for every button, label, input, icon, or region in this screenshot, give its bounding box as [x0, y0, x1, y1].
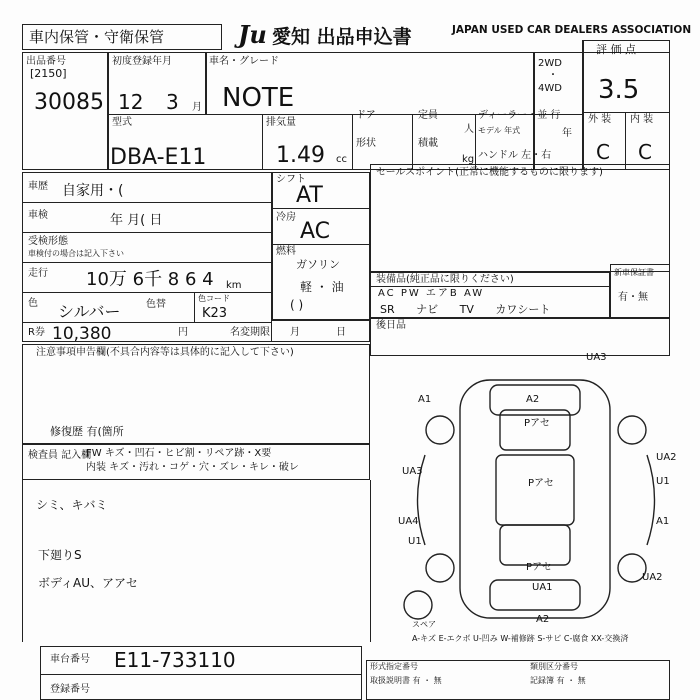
mileage-label: 走行: [28, 268, 48, 279]
damage-a1-right: A1: [656, 516, 670, 527]
damage-ua2-rear-right: UA2: [642, 572, 663, 583]
reg-label: 初度登録年月: [112, 56, 172, 67]
color-value: シルバー: [58, 302, 121, 321]
form-title: 愛知 出品申込書: [272, 26, 412, 48]
color-label: 色: [28, 298, 38, 309]
damage-legend: A-キズ E-エクボ U-凹み W-補修跡 S-サビ C-腐食 XX-交換済: [412, 634, 629, 643]
drive-2wd: 2WD: [538, 58, 562, 69]
reception-label: 受検形態: [28, 236, 68, 247]
reg-month-unit: 月: [192, 102, 202, 113]
damage-ua3-left: UA3: [402, 466, 423, 477]
damage-ua3-top: UA3: [586, 352, 607, 363]
reception-sub: 車検付の場合は記入下さい: [28, 249, 124, 258]
year-unit: 年: [562, 128, 572, 139]
ac-value: AC: [300, 219, 331, 244]
damage-pase-3: Pアセ: [526, 562, 552, 573]
interior-label: 内 装: [630, 114, 654, 125]
damage-pase-2: Pアセ: [528, 478, 554, 489]
inspector-row1: FW キズ・凹石・ヒビ割・リペア跡・X要: [86, 448, 272, 459]
color-code: K23: [202, 306, 228, 321]
damage-u1-right: U1: [656, 476, 670, 487]
storage-badge: 車内保管・守衛保管: [22, 24, 222, 50]
sales-point-label: セールスポイント(正常に機能するものに限ります): [376, 167, 603, 178]
dealer-parallel-label: ディーラー・並 行: [478, 110, 561, 121]
category-label: 類別区分番号: [530, 662, 578, 671]
damage-ua2-right: UA2: [656, 452, 677, 463]
shift-label: シフト: [276, 174, 306, 185]
equipment-row2: SR ナビ TV カワシート: [380, 303, 551, 316]
drive-dot: ・: [548, 70, 558, 81]
chassis-number: E11-733110: [114, 648, 236, 672]
damage-a1-left: A1: [418, 394, 432, 405]
damage-ua1-rear: UA1: [532, 582, 553, 593]
new-car-warranty-label: 新車保証書: [614, 268, 654, 277]
reg-year: 12: [118, 90, 144, 114]
inspection-label: 車検: [28, 210, 48, 221]
recycle-label: R券: [28, 327, 45, 338]
car-name-label: 車名・グレード: [209, 56, 279, 67]
capacity-label: 定員: [418, 110, 438, 121]
shape-label: 形状: [356, 138, 376, 149]
type-designation-label: 形式指定番号: [370, 662, 418, 671]
fuel-diesel: 軽 ・ 油: [300, 280, 344, 294]
capacity-unit: 人: [464, 124, 474, 135]
displacement-label: 排気量: [266, 117, 296, 128]
inspector-label: 検査員 記入欄: [28, 450, 92, 461]
handwritten-note-3: ボディAU、アアセ: [38, 576, 138, 590]
inspection-value: 年 月( 日: [110, 213, 163, 228]
mileage-value: 10万 6千 8 6 4: [86, 269, 214, 290]
color-change-label: 色替: [146, 299, 166, 310]
door-label: ドア: [356, 110, 376, 121]
usage-label: 車歴: [28, 181, 48, 192]
name-change-month: 月: [290, 327, 300, 338]
name-change-label: 名変期限: [230, 327, 270, 338]
score-label: 評 価 点: [596, 43, 636, 56]
lot-sub: [2150]: [30, 67, 67, 80]
handwritten-note-2: 下廻りS: [38, 548, 82, 562]
chassis-label: 車台番号: [50, 654, 90, 665]
load-label: 積載: [418, 138, 438, 149]
lot-number: 30085: [34, 90, 104, 115]
name-change-day: 日: [336, 327, 346, 338]
displacement-unit: cc: [336, 154, 347, 165]
plate-label: 登録番号: [50, 684, 90, 695]
shift-value: AT: [296, 183, 323, 208]
equipment-row1: AC PW エアB AW: [378, 288, 485, 299]
score-value: 3.5: [598, 75, 640, 105]
handwritten-note-1: シミ、キバミ: [36, 498, 108, 512]
interior-grade: C: [638, 140, 652, 164]
warranty-options: 有・無: [618, 292, 648, 303]
association-name: JAPAN USED CAR DEALERS ASSOCIATION: [452, 24, 692, 36]
fuel-gasoline: ガソリン: [296, 258, 340, 271]
exterior-grade: C: [596, 140, 610, 164]
repair-history: 修復歴 有(箇所: [50, 425, 124, 438]
ju-logo: Ju: [238, 20, 267, 49]
rear-seat-label: 後日品: [376, 320, 406, 331]
model-label: 型式: [112, 117, 132, 128]
damage-u1-left: U1: [408, 536, 422, 547]
damage-a2-top: A2: [526, 394, 540, 405]
spare-label: スペア: [412, 620, 436, 629]
recycle-unit: 円: [178, 327, 188, 338]
damage-pase-1: Pアセ: [524, 418, 550, 429]
fuel-other: ( ): [290, 298, 304, 312]
usage-value: 自家用・(: [62, 183, 124, 199]
load-unit: kg: [462, 154, 475, 165]
equipment-label: 装備品(純正品に限りください): [376, 274, 514, 285]
notes-label: 注意事項申告欄(不具合内容等は具体的に記入して下さい): [36, 347, 294, 358]
lot-label: 出品番号: [26, 56, 66, 67]
exterior-label: 外 装: [588, 114, 612, 125]
drive-4wd: 4WD: [538, 83, 562, 94]
owner-manual-label: 取扱説明書 有 ・ 無: [370, 676, 442, 685]
displacement-value: 1.49: [276, 143, 325, 168]
ac-label: 冷房: [276, 212, 296, 223]
handle-label: ハンドル 左・右: [478, 150, 552, 161]
model-year-label: モデル 年式: [478, 126, 521, 135]
damage-ua4-left: UA4: [398, 516, 419, 527]
color-code-label: 色コード: [198, 294, 230, 303]
damage-a2-bottom: A2: [536, 614, 550, 625]
fuel-label: 燃料: [276, 246, 296, 257]
reg-month: 3: [166, 90, 179, 114]
model-value: DBA-E11: [110, 145, 207, 170]
record-book-label: 記録簿 有 ・ 無: [530, 676, 586, 685]
inspector-row2: 内装 キズ・汚れ・コゲ・穴・ズレ・キレ・破レ: [86, 462, 299, 473]
car-name: NOTE: [222, 83, 295, 113]
mileage-unit: km: [226, 280, 242, 291]
recycle-value: 10,380: [52, 324, 112, 344]
